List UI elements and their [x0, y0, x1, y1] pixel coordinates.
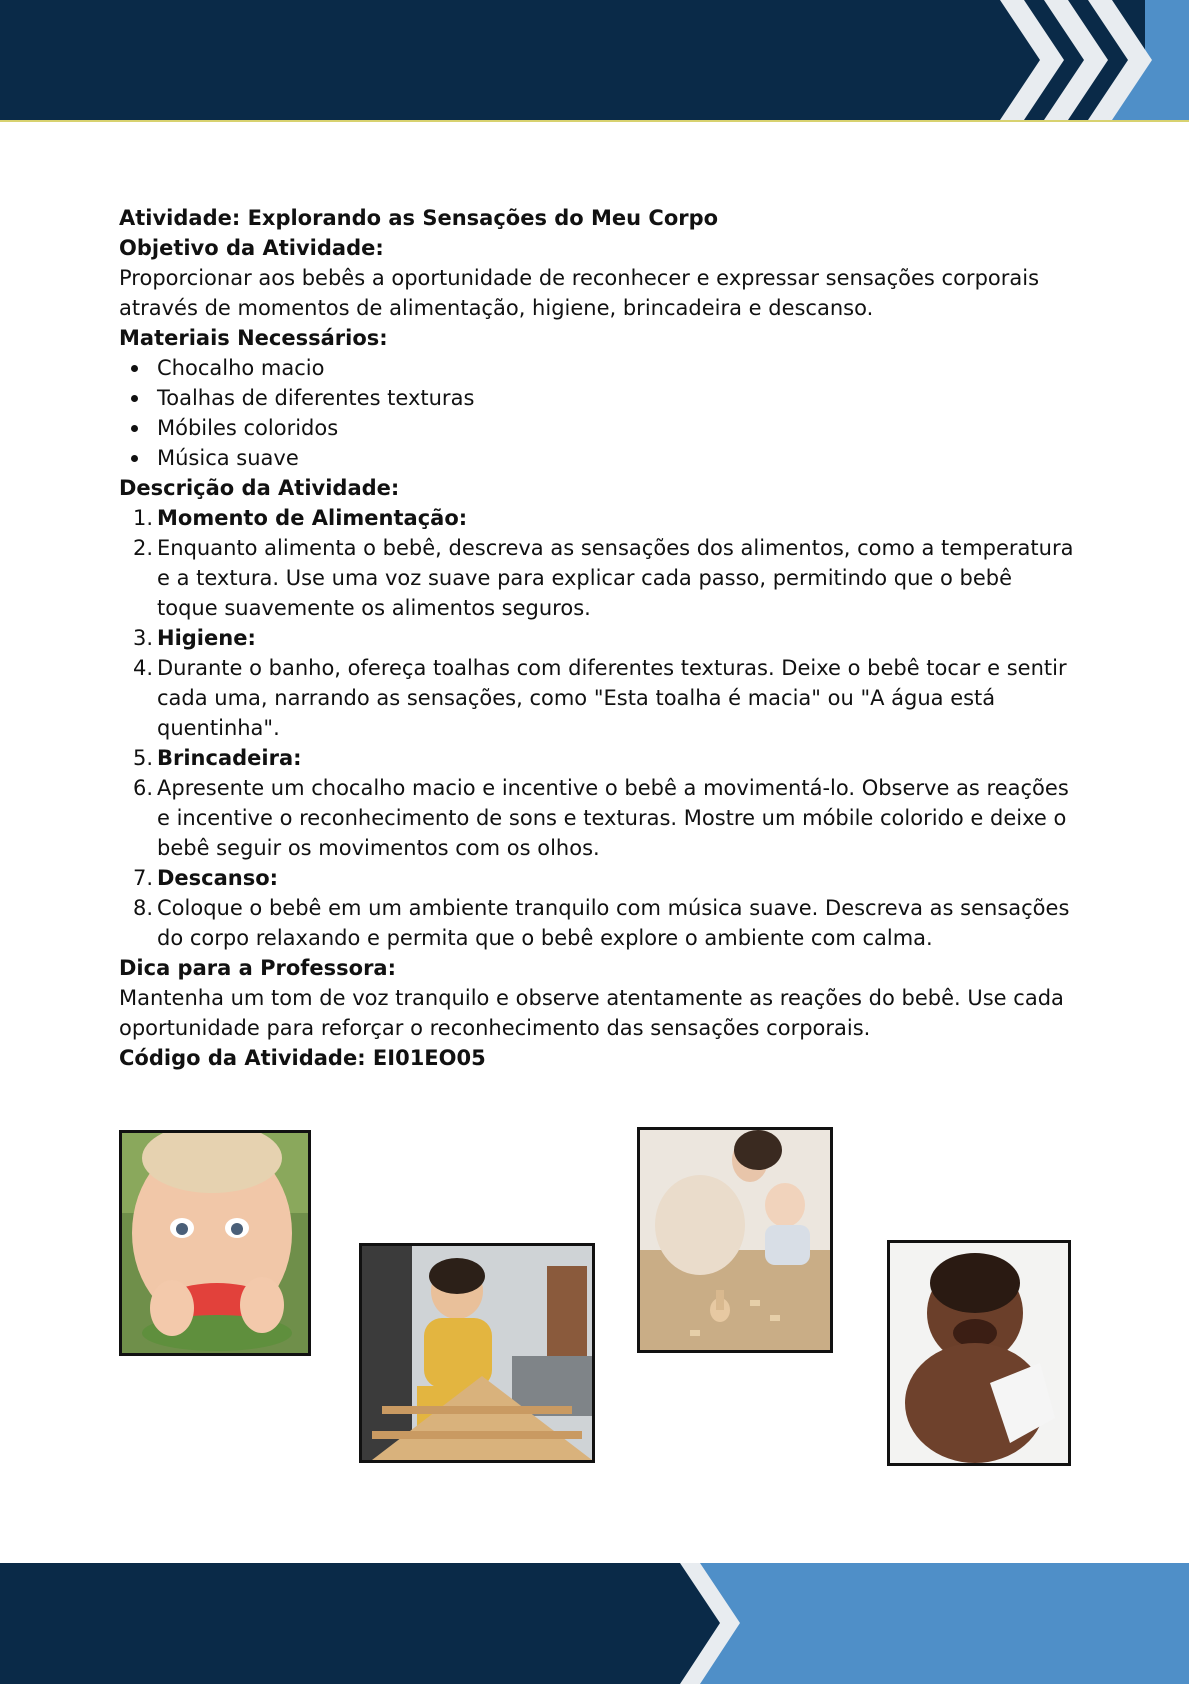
step-number: 6. [133, 776, 154, 800]
tip-text-line: Mantenha um tom de voz tranquilo e observe atentamente as reações do bebê. Use cada [119, 986, 1064, 1010]
step-item [119, 893, 1079, 953]
step-item [119, 533, 1079, 623]
step-text: Apresente um chocalho macio e incentive o bebê a movimentá-lo. Observe as reações e incentive o reconhecimento de sons e texturas. Mostre um móbile colorido e deixe o bebê seguir os movimentos com os olhos. [157, 776, 1069, 860]
step-item [119, 863, 1079, 893]
photo-mother-and-baby-playing [637, 1127, 833, 1353]
step-text: Brincadeira: [157, 746, 302, 770]
step-text: Coloque o bebê em um ambiente tranquilo com música suave. Descreva as sensações do corpo relaxando e permita que o bebê explore o ambiente com calma. [157, 896, 1070, 950]
step-text: Descanso: [157, 866, 279, 890]
activity-code: Código da Atividade: EI01EO05 [119, 1046, 486, 1070]
step-number: 1. [133, 506, 154, 530]
step-item [119, 623, 1079, 653]
bottom-banner-graphic [0, 1563, 1189, 1684]
objective-text-line: Proporcionar aos bebês a oportunidade de reconhecer e expressar sensações corporais [119, 266, 1040, 290]
photo-smiling-baby-with-cloth [887, 1240, 1071, 1466]
objective-text-line: através de momentos de alimentação, higiene, brincadeira e descanso. [119, 296, 874, 320]
bottom-banner [0, 1563, 1189, 1684]
activity-content [119, 203, 1079, 1073]
description-heading: Descrição da Atividade: [119, 476, 400, 500]
step-number: 3. [133, 626, 154, 650]
step-item [119, 503, 1079, 533]
tip-text-line: oportunidade para reforçar o reconhecimento das sensações corporais. [119, 1016, 871, 1040]
materials-list-item: Música suave [119, 443, 1079, 473]
activity-title: Atividade: Explorando as Sensações do Meu Corpo [119, 206, 719, 230]
materials-list-item: Toalhas de diferentes texturas [119, 383, 1079, 413]
step-number: 2. [133, 536, 154, 560]
objective-heading: Objetivo da Atividade: [119, 236, 384, 260]
step-text: Durante o banho, ofereça toalhas com diferentes texturas. Deixe o bebê tocar e sentir cada uma, narrando as sensações, como "Esta toalha é macia" ou "A água está quentinha". [157, 656, 1067, 740]
top-banner [0, 0, 1189, 122]
materials-heading: Materiais Necessários: [119, 326, 388, 350]
step-text: Momento de Alimentação: [157, 506, 468, 530]
steps-list [119, 503, 1079, 953]
photo-baby-eating-watermelon [119, 1130, 311, 1356]
step-number: 5. [133, 746, 154, 770]
step-number: 4. [133, 656, 154, 680]
step-number: 7. [133, 866, 154, 890]
photo-toddler-climbing [359, 1243, 595, 1463]
step-item [119, 653, 1079, 743]
materials-list [119, 353, 1079, 473]
step-number: 8. [133, 896, 154, 920]
top-banner-graphic [0, 0, 1189, 122]
step-text: Enquanto alimenta o bebê, descreva as sensações dos alimentos, como a temperatura e a textura. Use uma voz suave para explicar cada passo, permitindo que o bebê toque suavemente os alimentos seguros. [157, 536, 1074, 620]
step-item [119, 773, 1079, 863]
blue-corner-shape [690, 1563, 1189, 1684]
materials-list-item: Móbiles coloridos [119, 413, 1079, 443]
tip-heading: Dica para a Professora: [119, 956, 396, 980]
materials-list-item: Chocalho macio [119, 353, 1079, 383]
step-item [119, 743, 1079, 773]
step-text: Higiene: [157, 626, 256, 650]
